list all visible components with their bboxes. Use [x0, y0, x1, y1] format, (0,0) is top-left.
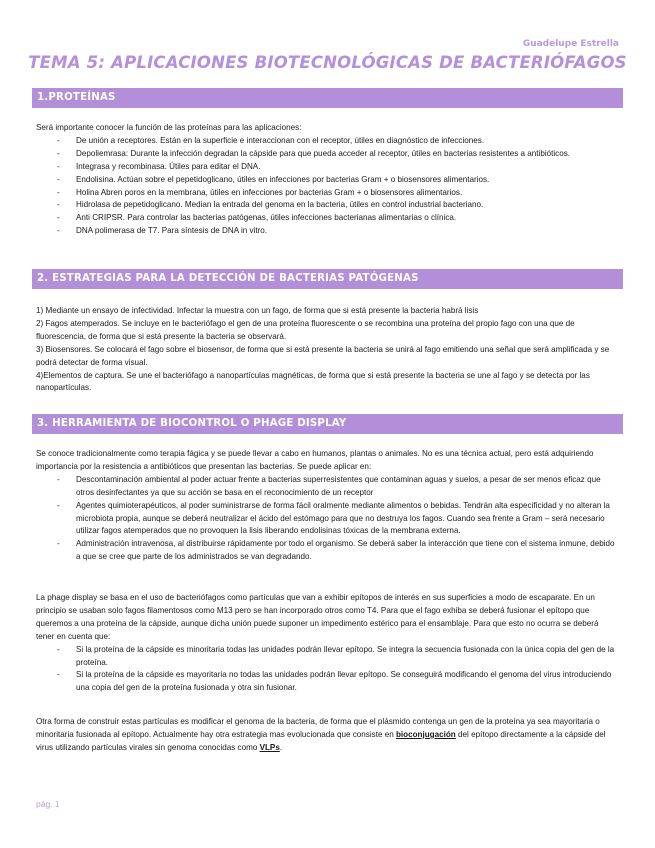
list-item: - Endolisina. Actúan sobre el pepetidoglicano, útiles en infecciones por bacterias Gram + o biosensores alimentarios. [36, 174, 619, 187]
section-proteins-body [36, 122, 619, 238]
section-biocontrol-body [36, 448, 619, 564]
term-vlps: VLPs [259, 742, 280, 752]
section-heading-biocontrol: 3. HERRAMIENTA DE BIOCONTROL O PHAGE DISPLAY [32, 414, 623, 434]
paragraph: 2) Fagos atemperados. Se incluye en le bacteriófago el gen de una proteína fluorescente o se recombina una proteína del propio fago con una que de fluorescencia, de forma que si está presente la bacteria se observará. [36, 318, 575, 341]
list-item: - Hidrolasa de pepetidoglicano. Median la entrada del genoma en la bacteria, útiles en control industrial bacteriano. [36, 199, 619, 212]
list-item: - Si la proteína de la cápside es mayoritaria no todas las unidades podrán llevar epítopo. Se conseguirá modificando el genoma del virus introduciendo una copia del gen de la proteína fusionada y otra sin fusionar. [36, 669, 619, 695]
page-title: TEMA 5: APLICACIONES BIOTECNOLÓGICAS DE BACTERIÓFAGOS [28, 53, 627, 72]
list-item: - Holina Abren poros en la membrana, útiles en infecciones por bacterias Gram + o biosensores alimentarios. [36, 187, 619, 200]
paragraph: 3) Biosensores. Se colocará el fago sobre el biosensor, de forma que si está presente la bacteria se unirá al fago emitiendo una señal que será amplificada y se podrá detectar de forma visual. [36, 344, 610, 367]
paragraph: 1) Mediante un ensayo de infectividad. Infectar la muestra con un fago, de forma que si está presente la bacteria habrá lisis [36, 306, 479, 315]
section-intro: Se conoce tradicionalmente como terapia fágica y se puede llevar a cabo en humanos, plantas o animales. No es una técnica actual, pero está adquiriendo importancia por la resistencia a antibióticos que presentan las bacterias. Se puede aplicar en: [36, 449, 594, 471]
author-name: Guadelupe Estrella [522, 39, 619, 49]
list-item: - Descontaminación ambiental al poder actuar frente a bacterias superresistentes que contaminan aguas y suelos, a pesar de ser menos eficaz que otros desinfectantes ya que su acción se basa en el reconocimiento de un receptor [36, 474, 619, 500]
display-list [36, 644, 619, 696]
phage-display-body [36, 592, 619, 695]
list-item: - Administración intravenosa, al distribuirse rápidamente por todo el organismo. Se deberá saber la interacción que tiene con el sistema inmune, debido a que se cree que parte de los administrados se van degradando. [36, 538, 619, 564]
protein-list [36, 135, 619, 238]
paragraph: 4)Elementos de captura. Se une el bacteriófago a nanopartículas magnéticas, de forma que si está presente la bacteria se une al fago y se detecta por las nanopartículas. [36, 370, 590, 393]
section-detection-body [36, 305, 619, 395]
list-item: - Agentes quimioterapéuticos, al poder suministrarse de forma fácil oralmente mediante alimentos o bebidas. Tendrán alta especificidad y no alteran la microbiota propia, aunque se deberá neutralizar el ácido del estómago para que no destruya los fagos. Cuando sea frente a Gram – será necesario utilizar fagos atemperados que no provoquen la lisis liberando endolisinas tóxicas de la membrana externa. [36, 500, 619, 539]
closing-text: Otra forma de construir estas partículas es modificar el genoma de la bacteria, de forma que el plásmido contenga un gen de la proteína ya sea mayoritaria o minoritaria fusionada al epítopo. Actualmente hay otra estrategia mas evolucionada que consiste en [36, 717, 600, 739]
section-heading-proteins: 1.PROTEÍNAS [32, 88, 623, 108]
section-heading-detection: 2. ESTRATEGIAS PARA LA DETECCIÓN DE BACTERIAS PATÓGENAS [32, 269, 623, 289]
list-item: - Si la proteína de la cápside es minoritaria todas las unidades podrán llevar epítopo. Se integra la secuencia fusionada con la única copia del gen de la proteína. [36, 644, 619, 670]
section-intro: Será importante conocer la función de las proteínas para las aplicaciones: [36, 123, 302, 132]
application-list [36, 474, 619, 564]
list-item: - Depoliemrasa: Durante la infección degradan la cápside para que pueda acceder al receptor, útiles en bacterias resistentes a antibióticos. [36, 148, 619, 161]
paragraph [36, 716, 619, 755]
list-item: - De unión a receptores. Están en la superficie e interaccionan con el receptor, útiles en diagnóstico de infecciones. [36, 135, 619, 148]
paragraph: La phage display se basa en el uso de bacteriófagos como partículas que van a exhibir epítopos de interés en sus superficies a modo de escaparate. En un principio se usaban solo fagos filamentosos como M13 pero se han incorporado otros como T4. Para que el fago exhiba se deberá fusionar el epítopo que queremos a una proteína de la cápside, aunque dicha unión puede suponer un impedimento estérico para el ensamblaje. Para que esto no ocurra se deberá tener en cuenta que: [36, 593, 599, 641]
list-item: - Integrasa y recombinasa. Útiles para editar el DNA. [36, 161, 619, 174]
closing-text: . [279, 742, 283, 752]
page-number: pág. 1 [36, 799, 60, 809]
closing-paragraph [36, 716, 619, 755]
closing-text: del epítopo directamente a la cápside del virus utilizando partículas virales sin genoma conocidas como [36, 729, 606, 752]
list-item: - DNA polimerasa de T7. Para síntesis de DNA in vitro. [36, 225, 619, 238]
list-item: - Anti CRIPSR. Para controlar las bacterias patógenas, útiles infecciones bacterianas alimentarias o clínica. [36, 212, 619, 225]
term-bioconjugacion: bioconjugación [395, 729, 456, 739]
